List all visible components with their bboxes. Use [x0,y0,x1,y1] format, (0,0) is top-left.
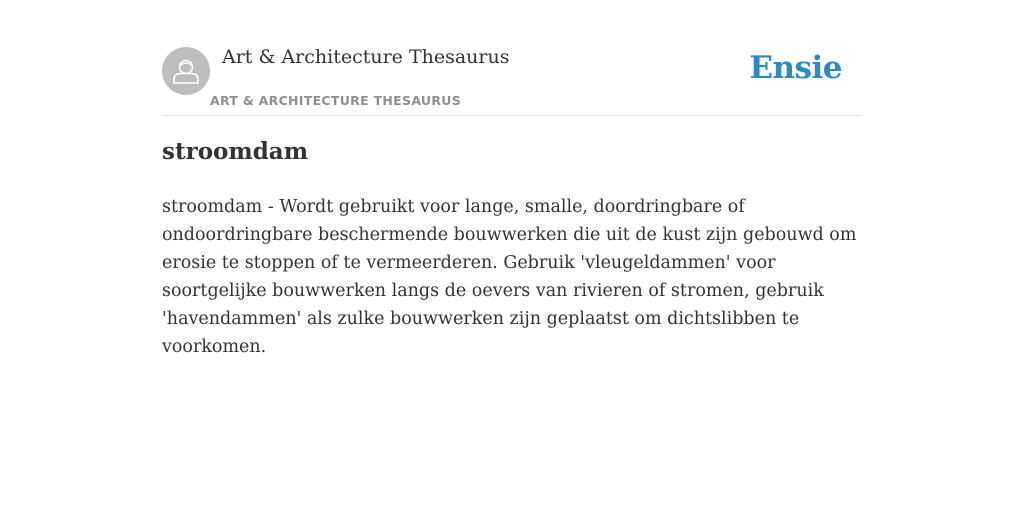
author-avatar[interactable] [162,47,210,95]
entry-definition: stroomdam - Wordt gebruikt voor lange, smalle, doordringbare of ondoordringbare beschermende bouwwerken die uit de kust zijn gebouwd om erosie te stoppen of te vermeerderen. Gebruik 'vleugeldammen' voor soortgelijke bouwwerken langs de oevers van rivieren of stromen, gebruik 'havendammen' als zulke bouwwerken zijn geplaatst om dichtslibben te voorkomen. [162,197,857,357]
brand-logo[interactable]: Ensie [749,50,842,86]
user-placeholder-icon [162,47,210,95]
page-header [162,40,862,116]
source-label[interactable]: ART & ARCHITECTURE THESAURUS [210,93,462,108]
author-name[interactable]: Art & Architecture Thesaurus [222,46,510,68]
entry-title: stroomdam [162,138,309,165]
